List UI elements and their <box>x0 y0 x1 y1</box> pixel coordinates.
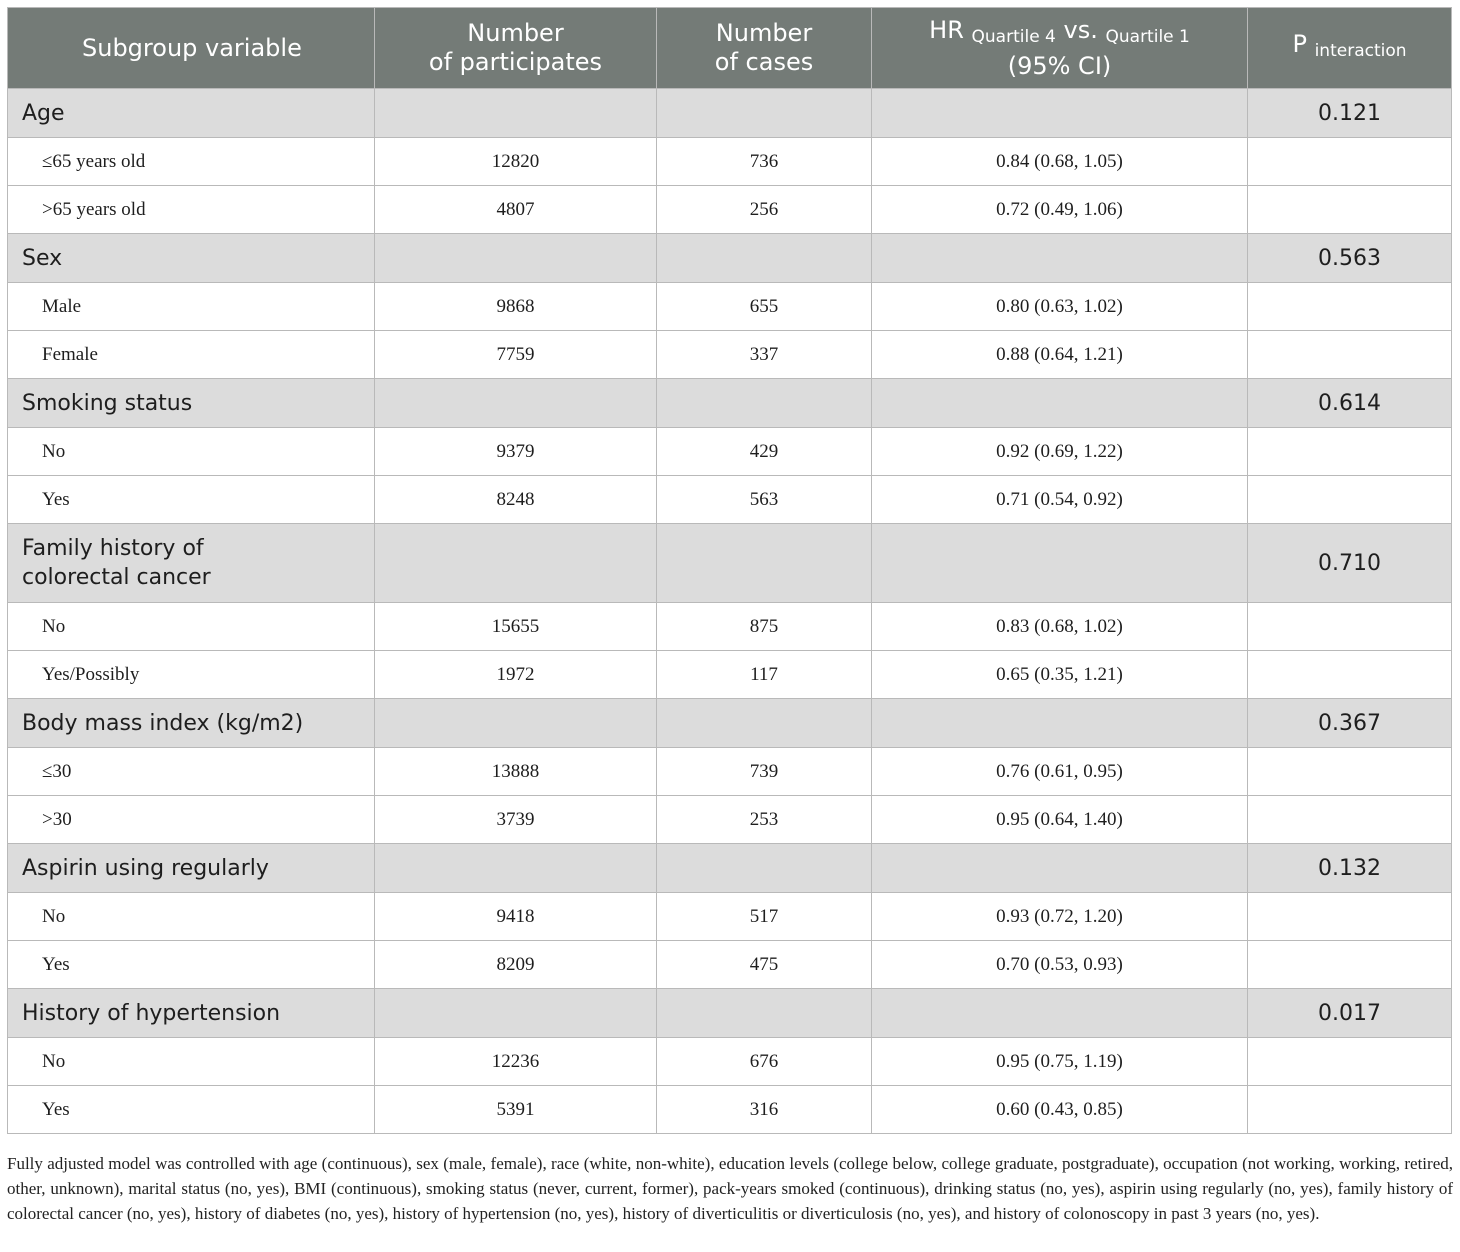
subgroup-label: No <box>8 893 375 941</box>
subgroup-label: Yes <box>8 476 375 524</box>
subgroup-table <box>7 7 1452 1134</box>
table-row <box>8 748 1452 796</box>
p-interaction: 0.367 <box>1248 699 1452 748</box>
group-label: Sex <box>8 234 375 283</box>
col-header-p-interaction: P $_{interaction}$ <box>1248 8 1452 89</box>
group-row-hypertension <box>8 989 1452 1038</box>
participants-value: 8248 <box>375 476 657 524</box>
subgroup-label: >65 years old <box>8 186 375 234</box>
hr-value: 0.71 (0.54, 0.92) <box>872 476 1248 524</box>
p-interaction: 0.017 <box>1248 989 1452 1038</box>
cases-value: 475 <box>657 941 872 989</box>
cases-value: 117 <box>657 651 872 699</box>
participants-value: 13888 <box>375 748 657 796</box>
cases-value: 739 <box>657 748 872 796</box>
table-row <box>8 428 1452 476</box>
hr-value: 0.93 (0.72, 1.20) <box>872 893 1248 941</box>
hr-value: 0.92 (0.69, 1.22) <box>872 428 1248 476</box>
table-row <box>8 283 1452 331</box>
hr-value: 0.76 (0.61, 0.95) <box>872 748 1248 796</box>
col-header-cases: Number of cases <box>657 8 872 89</box>
group-row-aspirin <box>8 844 1452 893</box>
participants-value: 9418 <box>375 893 657 941</box>
cases-value: 429 <box>657 428 872 476</box>
subgroup-label: ≤30 <box>8 748 375 796</box>
hr-value: 0.72 (0.49, 1.06) <box>872 186 1248 234</box>
participants-value: 12236 <box>375 1038 657 1086</box>
p-interaction: 0.132 <box>1248 844 1452 893</box>
participants-value: 9379 <box>375 428 657 476</box>
participants-value: 3739 <box>375 796 657 844</box>
hr-value: 0.65 (0.35, 1.21) <box>872 651 1248 699</box>
col-header-participants: Number of participates <box>375 8 657 89</box>
table-row <box>8 651 1452 699</box>
group-row-smoking <box>8 379 1452 428</box>
participants-value: 15655 <box>375 603 657 651</box>
hr-value: 0.70 (0.53, 0.93) <box>872 941 1248 989</box>
table-row <box>8 1086 1452 1134</box>
table-row <box>8 186 1452 234</box>
group-label: Family history of colorectal cancer <box>8 524 375 603</box>
group-row-family-history <box>8 524 1452 603</box>
cases-value: 337 <box>657 331 872 379</box>
p-interaction: 0.710 <box>1248 524 1452 603</box>
table-row <box>8 138 1452 186</box>
subgroup-label: No <box>8 603 375 651</box>
cases-value: 563 <box>657 476 872 524</box>
table-row <box>8 893 1452 941</box>
participants-value: 9868 <box>375 283 657 331</box>
hr-value: 0.88 (0.64, 1.21) <box>872 331 1248 379</box>
hr-value: 0.84 (0.68, 1.05) <box>872 138 1248 186</box>
participants-value: 12820 <box>375 138 657 186</box>
group-label: History of hypertension <box>8 989 375 1038</box>
subgroup-label: Female <box>8 331 375 379</box>
cases-value: 676 <box>657 1038 872 1086</box>
hr-value: 0.83 (0.68, 1.02) <box>872 603 1248 651</box>
p-interaction: 0.614 <box>1248 379 1452 428</box>
header-row <box>8 8 1452 89</box>
table-row <box>8 1038 1452 1086</box>
cases-value: 875 <box>657 603 872 651</box>
group-label: Aspirin using regularly <box>8 844 375 893</box>
p-interaction: 0.563 <box>1248 234 1452 283</box>
hr-value: 0.95 (0.64, 1.40) <box>872 796 1248 844</box>
col-header-subgroup: Subgroup variable <box>8 8 375 89</box>
table-row <box>8 796 1452 844</box>
group-label: Smoking status <box>8 379 375 428</box>
hr-value: 0.80 (0.63, 1.02) <box>872 283 1248 331</box>
subgroup-label: No <box>8 428 375 476</box>
group-label: Body mass index (kg/m2) <box>8 699 375 748</box>
subgroup-label: Yes <box>8 1086 375 1134</box>
cases-value: 736 <box>657 138 872 186</box>
table-row <box>8 603 1452 651</box>
cases-value: 253 <box>657 796 872 844</box>
participants-value: 5391 <box>375 1086 657 1134</box>
group-row-sex <box>8 234 1452 283</box>
subgroup-label: Male <box>8 283 375 331</box>
hr-value: 0.60 (0.43, 0.85) <box>872 1086 1248 1134</box>
table-footnote: Fully adjusted model was controlled with age (continuous), sex (male, female), race (white, non-white), education levels (college below, college graduate, postgraduate), occupation (not working, working, retired, other, unknown), marital status (no, yes), BMI (continuous), smoking status (never, current, former), pack-years smoked (continuous), drinking status (no, yes), aspirin using regularly (no, yes), family history of colorectal cancer (no, yes), history of diabetes (no, yes), history of hypertension (no, yes), history of diverticulitis or diverticulosis (no, yes), and history of colonoscopy in past 3 years (no, yes). <box>7 1154 1453 1223</box>
participants-value: 7759 <box>375 331 657 379</box>
participants-value: 4807 <box>375 186 657 234</box>
group-label: Age <box>8 89 375 138</box>
subgroup-label: No <box>8 1038 375 1086</box>
subgroup-label: >30 <box>8 796 375 844</box>
cases-value: 655 <box>657 283 872 331</box>
table-row <box>8 476 1452 524</box>
col-header-hr: HR $_{Quartile 4}$ vs. $_{Quartile 1}$ (95% CI) <box>872 8 1248 89</box>
group-row-bmi <box>8 699 1452 748</box>
subgroup-label: ≤65 years old <box>8 138 375 186</box>
subgroup-label: Yes <box>8 941 375 989</box>
group-row-age <box>8 89 1452 138</box>
table-container <box>7 7 1451 1134</box>
table-row <box>8 331 1452 379</box>
hr-value: 0.95 (0.75, 1.19) <box>872 1038 1248 1086</box>
subgroup-label: Yes/Possibly <box>8 651 375 699</box>
cases-value: 256 <box>657 186 872 234</box>
p-interaction: 0.121 <box>1248 89 1452 138</box>
participants-value: 8209 <box>375 941 657 989</box>
participants-value: 1972 <box>375 651 657 699</box>
cases-value: 517 <box>657 893 872 941</box>
table-row <box>8 941 1452 989</box>
cases-value: 316 <box>657 1086 872 1134</box>
